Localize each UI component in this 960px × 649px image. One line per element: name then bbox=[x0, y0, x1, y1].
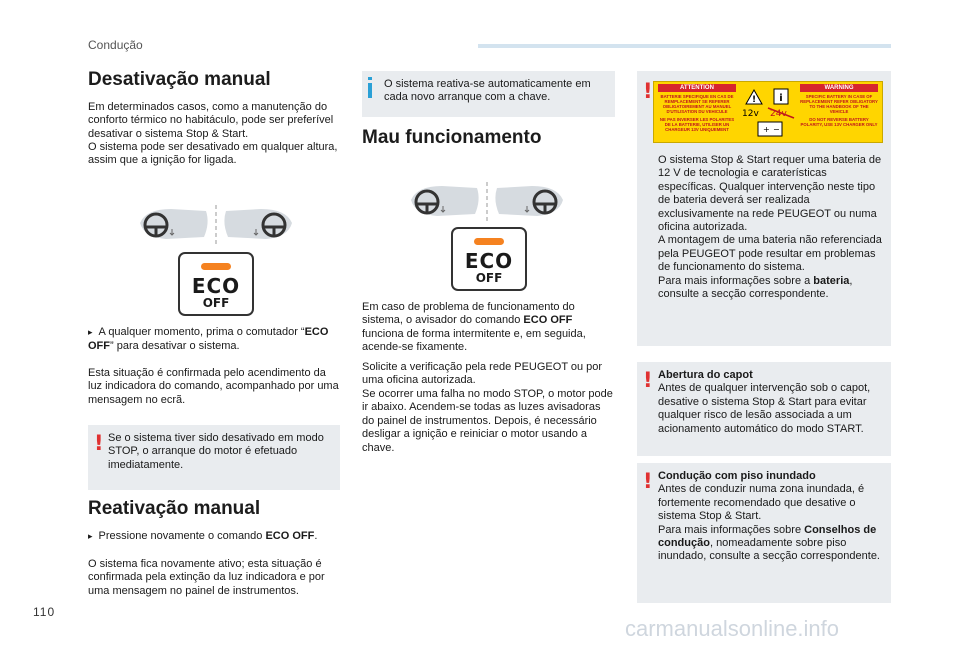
label-24v: 24v bbox=[770, 109, 787, 119]
label-warning: WARNING bbox=[800, 84, 878, 92]
warning-stop-mode-text: Se o sistema tiver sido desativado em modo STOP, o arranque do motor é efetuado imediatamente. bbox=[108, 432, 324, 471]
info-box-reactivation bbox=[362, 71, 615, 117]
warning-box-bonnet bbox=[637, 362, 891, 456]
label-en-text: SPECIFIC BATTERY IN CASE OF REPLACEMENT REFER OBLIGATORY TO THE HANDBOOK OF THE VEHICLE DO NOT REVERSE BATTERY POLARITY, USE 13V CHARGER ONLY bbox=[800, 94, 878, 127]
reactivation-para: O sistema fica novamente ativo; esta situação é confirmada pela extinção da luz indicadora e por uma mensagem no painel de instrumentos. bbox=[88, 558, 325, 597]
warning-exclamation-icon: ! bbox=[94, 431, 104, 455]
malfunction-para3: Se ocorrer uma falha no modo STOP, o motor pode ir abaixo. Acendem-se todas as luzes avisadoras do painel de instrumentos. Depois, é necessário desligar a ignição e reiniciar o motor usando a chave. bbox=[362, 388, 613, 454]
info-reactivation-text: O sistema reativa-se automaticamente em cada novo arranque com a chave. bbox=[384, 78, 591, 104]
flood-text: Condução com piso inundado Antes de conduzir numa zona inundada, é fortemente recomendado que desative o sistema Stop & Start. Para mais informações sobre Conselhos de condução, nomeadamente sobre piso inundado, consulte a secção correspondente. bbox=[658, 470, 880, 563]
title-deactivation: Desativação manual bbox=[88, 69, 271, 90]
title-malfunction: Mau funcionamento bbox=[362, 127, 542, 148]
title-reactivation: Reativação manual bbox=[88, 498, 261, 519]
deactivation-para2: O sistema pode ser desativado em qualquer altura, assim que a ignição for ligada. bbox=[88, 141, 338, 167]
bonnet-title: Abertura do capot bbox=[658, 369, 753, 381]
deactivation-para1: Em determinados casos, como a manutenção do conforto térmico no habitáculo, pode ser preferível desativar o sistema Stop & Start. bbox=[88, 101, 334, 140]
arrow-bullet-icon: ▸ bbox=[88, 532, 93, 542]
info-icon bbox=[368, 83, 372, 98]
off-label: OFF bbox=[202, 296, 230, 310]
svg-text:+: + bbox=[763, 125, 770, 134]
eco-indicator-led bbox=[474, 238, 504, 245]
label-12v: 12v bbox=[742, 109, 759, 119]
reactivation-step: ▸ Pressione novamente o comando ECO OFF. bbox=[88, 530, 318, 542]
battery-text: O sistema Stop & Start requer uma bateria de 12 V de tecnologia e caraterísticas específicas. Qualquer intervenção neste tipo de bateria deverá ser realizada exclusivamente na rede PEUGEOT ou numa oficina autorizada. A montagem de uma bateria não referenciada pela PEUGEOT pode resultar em problemas de funcionamento do sistema. Para mais informações sobre a bateria, consulte a secção correspondente. bbox=[658, 154, 882, 301]
label-fr-text: BATTERIE SPECIFIQUE EN CAS DE REMPLACEMENT SE REFERER OBLIGATOIREMENT AU MANUEL D'UTILISATION DU VEHICULE NE PAS INVERSER LES POLARITES DE LA BATTERIE, UTILISER UN CHARGEUR 13V UNIQUEMENT bbox=[659, 94, 735, 132]
warning-exclamation-icon: ! bbox=[643, 469, 653, 493]
eco-indicator-led bbox=[201, 263, 231, 270]
deactivation-para3: Esta situação é confirmada pelo acendimento da luz indicadora do comando, acompanhado por uma mensagem no ecrã. bbox=[88, 367, 339, 406]
eco-off-button bbox=[178, 252, 254, 316]
warning-exclamation-icon: ! bbox=[643, 79, 653, 103]
warning-box-flood bbox=[637, 463, 891, 603]
warning-box-stop-mode bbox=[88, 425, 340, 490]
battery-warning-label bbox=[653, 81, 883, 143]
malfunction-para2: Solicite a verificação pela rede PEUGEOT ou por uma oficina autorizada. bbox=[362, 361, 603, 387]
steering-wheel-illustration-2 bbox=[407, 180, 567, 224]
eco-label: ECO bbox=[464, 249, 514, 273]
deactivation-step: ▸ A qualquer momento, prima o comutador “ECO OFF” para desativar o sistema. bbox=[88, 326, 329, 353]
section-header: Condução bbox=[88, 38, 143, 52]
arrow-bullet-icon: ▸ bbox=[88, 328, 93, 338]
steering-wheel-illustration bbox=[136, 203, 296, 247]
battery-symbols-icon bbox=[740, 84, 798, 140]
page-number: 110 bbox=[33, 605, 56, 619]
bonnet-text: Abertura do capot Antes de qualquer intervenção sob o capot, desative o sistema Stop & Start para evitar qualquer risco de lesão associada a um acionamento automático do modo START. bbox=[658, 369, 871, 435]
watermark: carmanualsonline.info bbox=[625, 616, 840, 641]
eco-off-button-2 bbox=[451, 227, 527, 291]
warning-exclamation-icon: ! bbox=[643, 368, 653, 392]
flood-title: Condução com piso inundado bbox=[658, 470, 816, 482]
warning-box-battery bbox=[637, 71, 891, 346]
svg-text:i: i bbox=[779, 93, 783, 104]
malfunction-para1: Em caso de problema de funcionamento do sistema, o avisador do comando ECO OFF funciona de forma intermitente e, em seguida, acende-se fixamente. bbox=[362, 301, 586, 354]
off-label: OFF bbox=[475, 271, 503, 285]
svg-text:!: ! bbox=[751, 95, 757, 105]
header-rule bbox=[478, 44, 891, 48]
svg-text:−: − bbox=[773, 125, 780, 134]
eco-label: ECO bbox=[191, 274, 241, 298]
label-attention: ATTENTION bbox=[658, 84, 736, 92]
